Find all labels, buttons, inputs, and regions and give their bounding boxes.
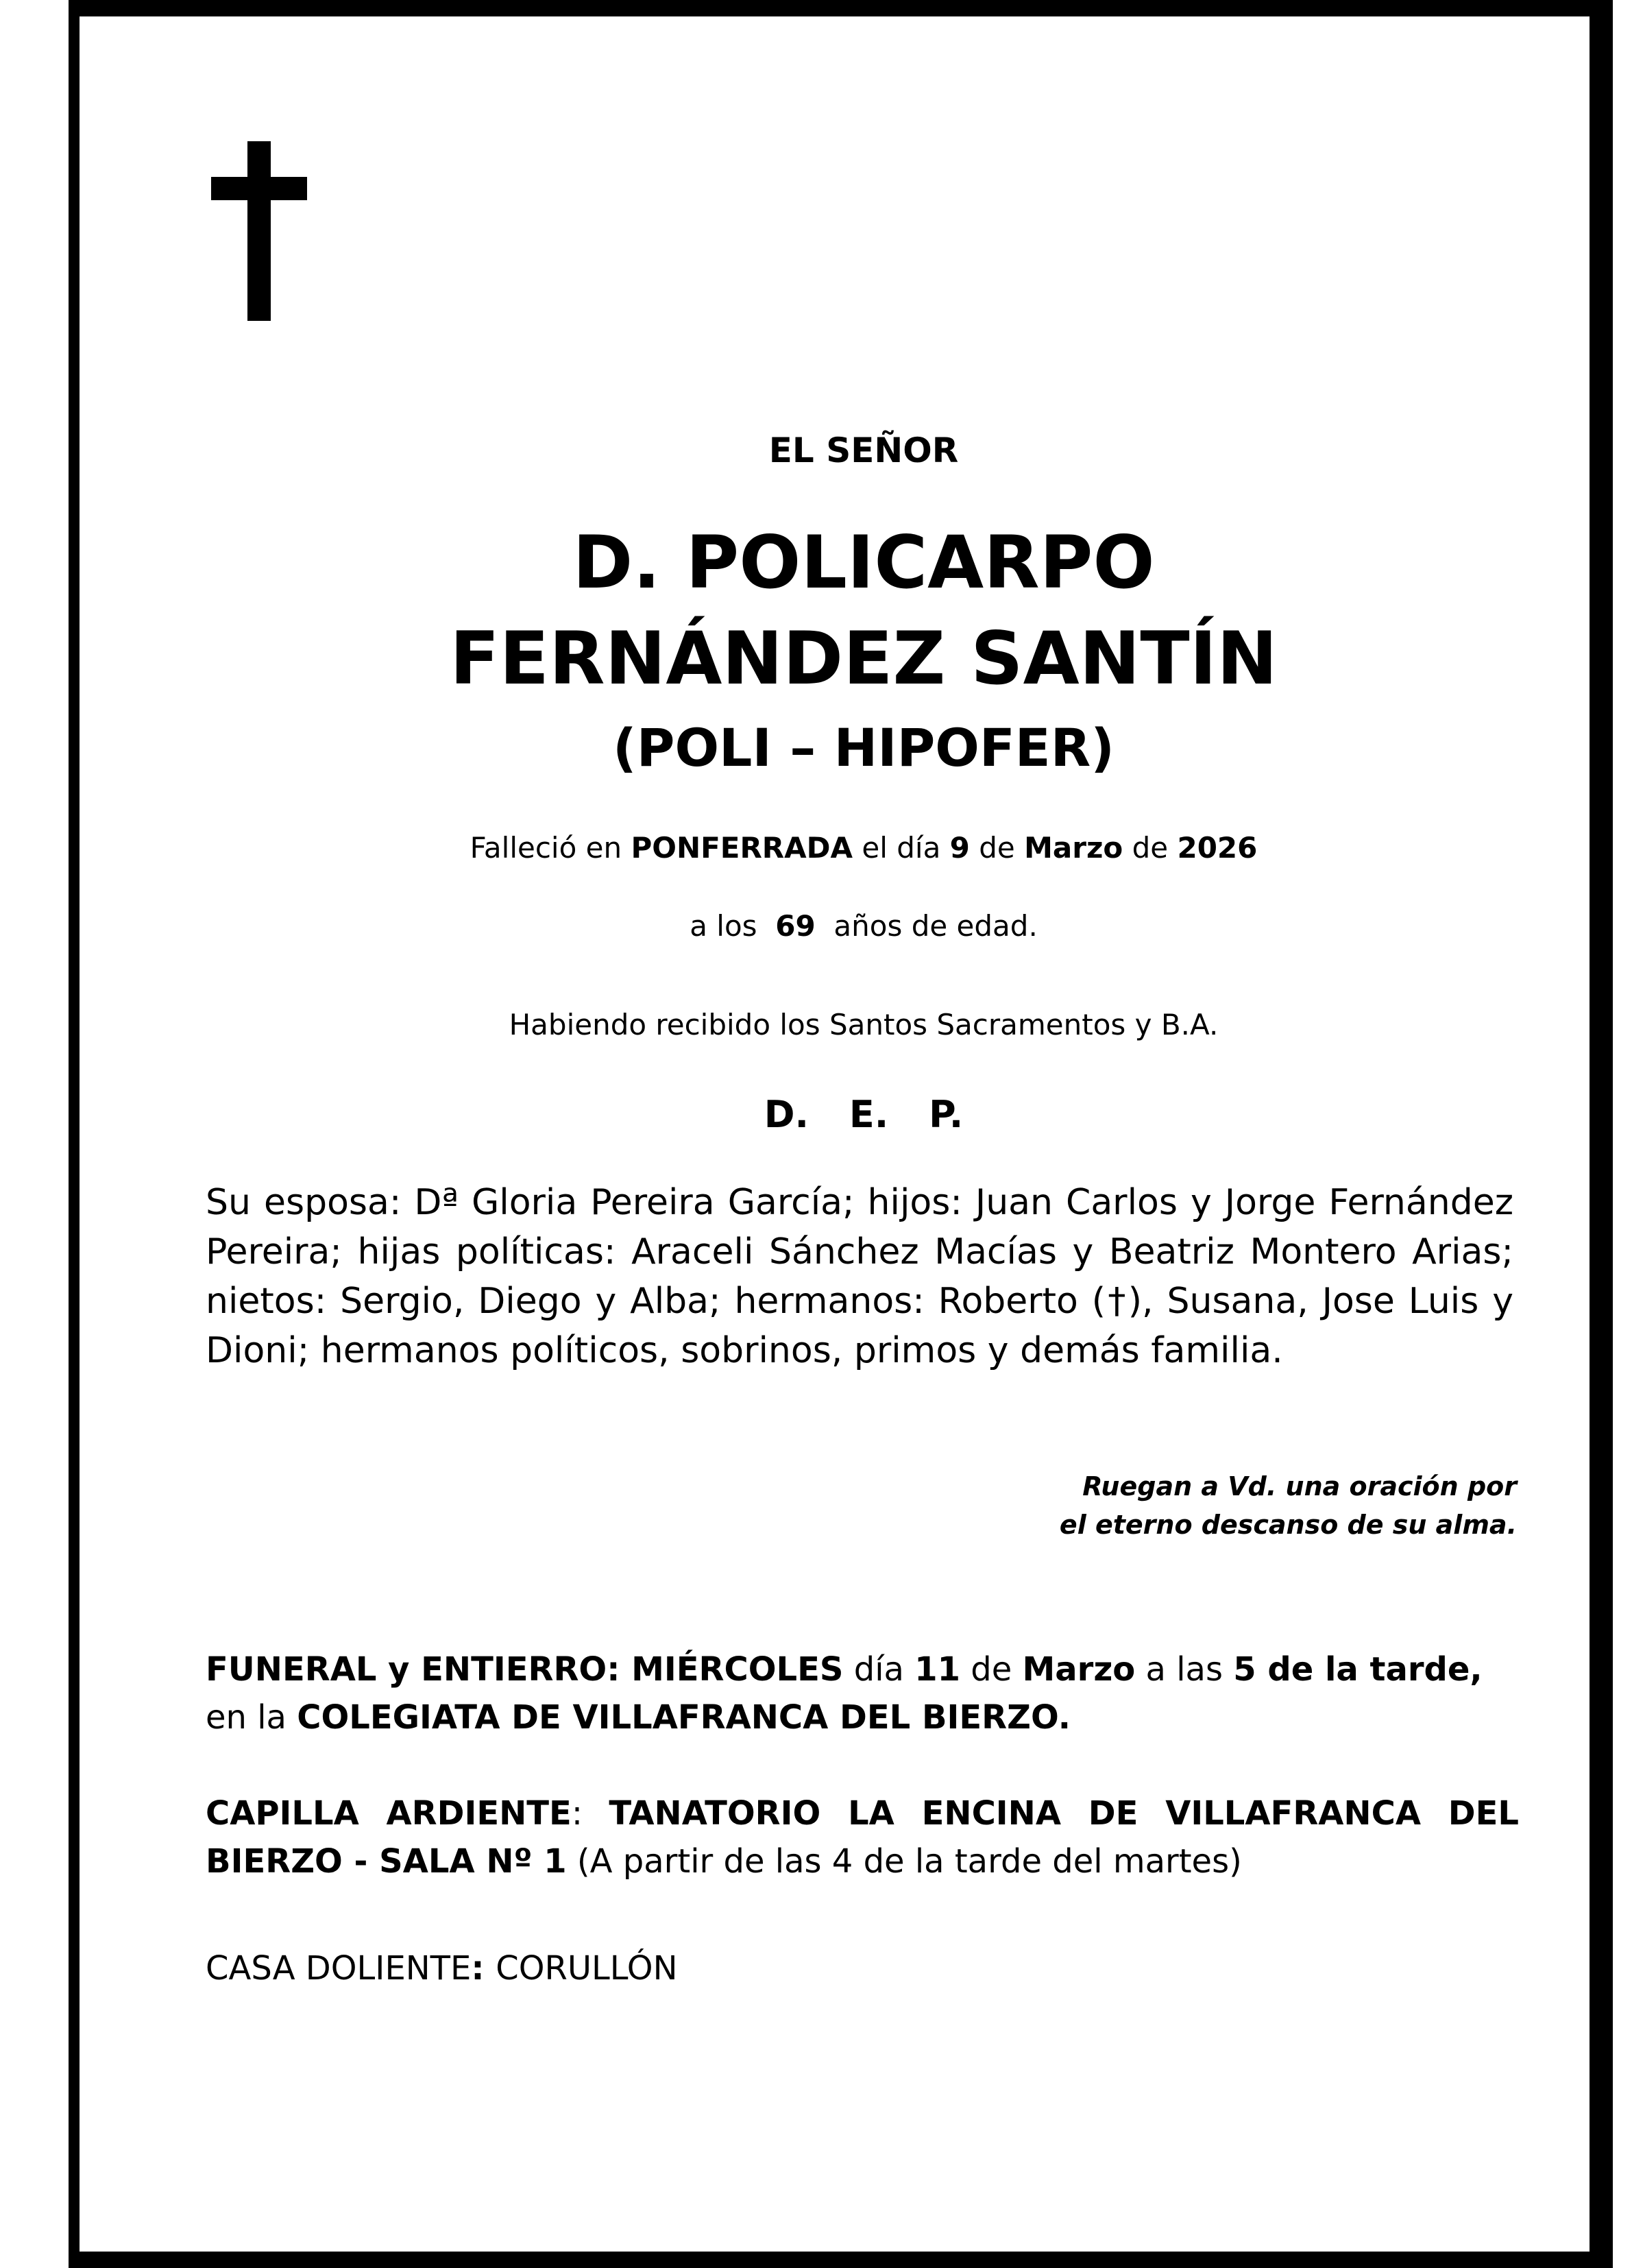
casa-place: CORULLÓN bbox=[496, 1949, 678, 1988]
death-text: de bbox=[1123, 831, 1178, 865]
funeral-time: 5 de la tarde, bbox=[1233, 1650, 1483, 1689]
age-years: 69 bbox=[775, 909, 816, 943]
deceased-name-line1: D. POLICARPO bbox=[572, 520, 1155, 605]
capilla-ardiente-info bbox=[206, 1789, 1519, 1885]
deceased-name-line2: FERNÁNDEZ SANTÍN bbox=[450, 616, 1278, 701]
funeral-info bbox=[206, 1645, 1522, 1741]
prayer-line: Ruegan a Vd. una oración por bbox=[1082, 1471, 1517, 1501]
death-info bbox=[206, 831, 1522, 865]
funeral-text: de bbox=[960, 1650, 1023, 1689]
age-text: años de edad. bbox=[815, 909, 1038, 943]
death-month: Marzo bbox=[1024, 831, 1123, 865]
funeral-text: día bbox=[843, 1650, 915, 1689]
prayer-request bbox=[900, 1467, 1517, 1544]
casa-doliente-info bbox=[206, 1944, 1522, 1992]
capilla-place: TANATORIO LA ENCINA DE VILLAFRANCA DEL BIERZO - SALA Nº 1 bbox=[206, 1794, 1519, 1881]
funeral-text: a las bbox=[1135, 1650, 1234, 1689]
family-paragraph: Su esposa: Dª Gloria Pereira García; hijos: Juan Carlos y Jorge Fernández Pereira; hijas políticas: Araceli Sánchez Macías y Beatriz Montero Arias; nietos: Sergio, Diego y Alba; hermanos: Roberto (†), Susana, Jose Luis y Dioni; hermanos políticos, sobrinos, primos y demás familia. bbox=[206, 1182, 1513, 1371]
sacraments-text: Habiendo recibido los Santos Sacramentos y B.A. bbox=[509, 1008, 1219, 1041]
age-text: a los bbox=[690, 909, 776, 943]
casa-label: CASA DOLIENTE bbox=[206, 1949, 472, 1988]
death-text: de bbox=[969, 831, 1025, 865]
heading-label: EL SEÑOR bbox=[768, 431, 959, 470]
death-day: 9 bbox=[949, 831, 970, 865]
death-place: PONFERRADA bbox=[631, 831, 853, 865]
deceased-nickname: (POLI – HIPOFER) bbox=[613, 717, 1115, 778]
death-text: el día bbox=[853, 831, 950, 865]
dep-text: D. E. P. bbox=[764, 1093, 964, 1136]
prayer-line: el eterno descanso de su alma. bbox=[1059, 1510, 1517, 1540]
capilla-colon: : bbox=[571, 1794, 609, 1833]
age-info bbox=[206, 909, 1522, 943]
cross-icon bbox=[211, 141, 307, 321]
death-year: 2026 bbox=[1177, 831, 1258, 865]
funeral-place: COLEGIATA DE VILLAFRANCA DEL BIERZO. bbox=[297, 1698, 1071, 1737]
death-text: Falleció en bbox=[470, 831, 631, 865]
capilla-label: CAPILLA ARDIENTE bbox=[206, 1794, 572, 1833]
capilla-note: (A partir de las 4 de la tarde del martes) bbox=[566, 1842, 1242, 1881]
funeral-day: 11 bbox=[914, 1650, 960, 1689]
funeral-text: en la bbox=[206, 1698, 297, 1737]
funeral-label: FUNERAL y ENTIERRO: MIÉRCOLES bbox=[206, 1650, 844, 1689]
casa-colon: : bbox=[471, 1949, 496, 1988]
funeral-month: Marzo bbox=[1022, 1650, 1136, 1689]
